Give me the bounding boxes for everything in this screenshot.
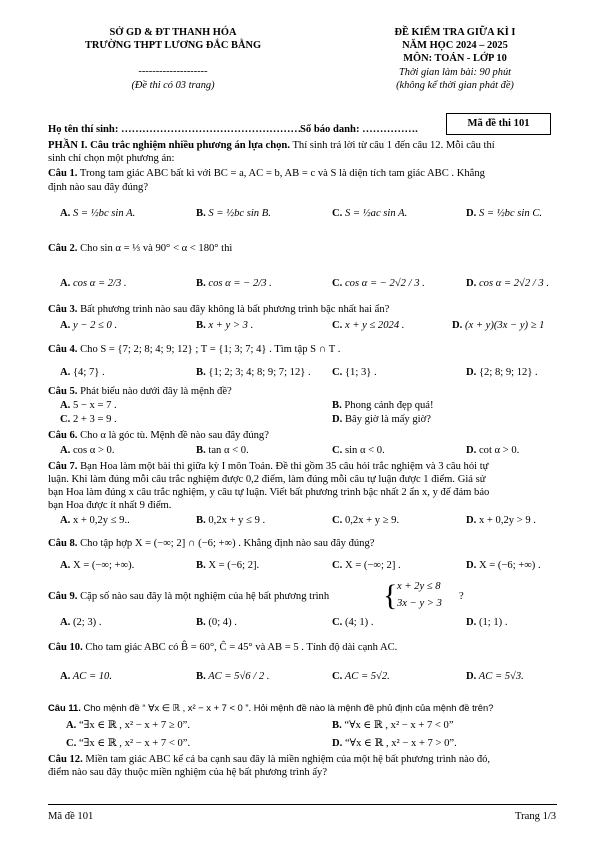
- system-brace: {: [383, 579, 398, 612]
- school-dept: SỞ GD & ĐT THANH HÓA: [109, 27, 237, 38]
- option-text: X = (−6; 2].: [208, 560, 260, 571]
- question-number: Câu 10.: [48, 642, 83, 653]
- option-letter: D.: [452, 320, 463, 331]
- q3-option-a: [60, 319, 117, 332]
- option-letter: A.: [60, 671, 71, 682]
- option-letter: B.: [332, 720, 342, 731]
- student-name-field: Họ tên thí sinh: ……………………………………………: [48, 124, 302, 135]
- option-text: cos α > 0.: [72, 445, 115, 456]
- option-text: Phong cảnh đẹp quá!: [344, 400, 434, 411]
- option-letter: C.: [332, 515, 343, 526]
- q2-option-c: [332, 277, 425, 290]
- option-letter: A.: [60, 367, 71, 378]
- option-letter: C.: [332, 445, 343, 456]
- option-text: AC = 10.: [72, 671, 113, 682]
- question-7-line2: luận. Khi làm đúng mỗi câu trắc nghiệm được 0,2 điểm, làm đúng mỗi câu tự luận được 1 điểm. Giả sử: [48, 474, 486, 485]
- option-text: X = (−∞; +∞).: [72, 560, 135, 571]
- q4-option-a: [60, 366, 105, 379]
- part1-desc: Thí sinh trả lời từ câu 1 đến câu 12. Mỗi câu thí: [289, 140, 495, 151]
- option-letter: A.: [60, 320, 71, 331]
- question-6: [48, 429, 557, 442]
- question-number: Câu 12.: [48, 754, 83, 765]
- time-limit: Thời gian làm bài: 90 phút: [398, 67, 512, 78]
- option-text: AC = 5√3.: [478, 671, 524, 682]
- option-letter: C.: [332, 320, 343, 331]
- option-text: {4; 7} .: [72, 367, 105, 378]
- option-letter: B.: [196, 367, 206, 378]
- question-5: [48, 385, 557, 398]
- option-letter: B.: [196, 671, 206, 682]
- q9-option-c: [332, 616, 374, 629]
- option-text: cos α = 2/3 .: [72, 278, 127, 289]
- exam-code-box: [446, 113, 551, 135]
- q5-option-a: [60, 399, 117, 412]
- option-text: {1; 3} .: [344, 367, 377, 378]
- option-letter: A.: [60, 560, 71, 571]
- footer-divider: [48, 804, 557, 805]
- option-letter: B.: [196, 445, 206, 456]
- option-text: 2 + 3 = 9 .: [72, 414, 117, 425]
- option-text: “∃x ∈ ℝ , x² − x + 7 ≥ 0”.: [78, 720, 190, 731]
- question-text: Cho mệnh đề “ ∀x ∈ ℝ , x² − x + 7 < 0 ”. Hỏi mệnh đề nào là mệnh đề phủ định của mệnh đề trên?: [80, 702, 494, 713]
- q4-option-d: [466, 366, 538, 379]
- question-number: Câu 2.: [48, 243, 78, 254]
- q7-option-a: [60, 514, 130, 527]
- option-text: {1; 2; 3; 4; 8; 9; 7; 12} .: [208, 367, 311, 378]
- q1-option-a: [60, 207, 135, 220]
- time-note: (không kể thời gian phát đề): [396, 80, 514, 91]
- question-text: Cho α là góc tù. Mệnh đề nào sau đây đúng?: [77, 430, 269, 441]
- option-text: cos α = − 2/3 .: [208, 278, 272, 289]
- option-letter: A.: [60, 617, 71, 628]
- option-text: X = (−∞; 2] .: [344, 560, 401, 571]
- q7-option-b: [196, 514, 265, 527]
- subject: MÔN: TOÁN - LỚP 10: [403, 53, 507, 64]
- q6-option-d: [466, 444, 519, 457]
- part1-instruction: [48, 139, 557, 152]
- question-7-line4: bạn Hoa được ít nhất 9 điểm.: [48, 500, 172, 511]
- q10-option-c: [332, 670, 390, 683]
- option-text: (2; 3) .: [72, 617, 102, 628]
- question-text: Bất phương trình nào sau đây không là bất phương trình bậc nhất hai ẩn?: [77, 304, 390, 315]
- q2-option-b: [196, 277, 272, 290]
- option-text: (x + y)(3x − y) ≥ 1: [464, 320, 545, 331]
- option-letter: D.: [466, 560, 477, 571]
- q8-option-a: [60, 559, 134, 572]
- question-number: Câu 3.: [48, 304, 78, 315]
- option-text: “∀x ∈ ℝ , x² − x + 7 < 0”: [344, 720, 454, 731]
- q5-option-b: [332, 399, 434, 412]
- option-letter: B.: [196, 560, 206, 571]
- option-text: x + y > 3 .: [208, 320, 254, 331]
- q1-option-b: [196, 207, 271, 220]
- q5-option-c: [60, 413, 117, 426]
- q8-option-b: [196, 559, 259, 572]
- exam-code: Mã đề thi 101: [467, 118, 530, 129]
- q3-option-b: [196, 319, 253, 332]
- option-letter: D.: [466, 445, 477, 456]
- option-letter: A.: [60, 208, 71, 219]
- q9-option-a: [60, 616, 102, 629]
- q9-option-b: [196, 616, 237, 629]
- option-text: “∃x ∈ ℝ , x² − x + 7 < 0”.: [78, 738, 191, 749]
- q11-option-b: [332, 719, 454, 732]
- option-text: (0; 4) .: [208, 617, 237, 628]
- option-text: x + 0,2y > 9 .: [478, 515, 536, 526]
- q4-option-c: [332, 366, 377, 379]
- question-2: [48, 242, 557, 255]
- question-12-line2: điểm nào sau đây thuộc miền nghiệm của hệ bất phương trình ấy?: [48, 767, 328, 778]
- system-eq-2: 3x − y > 3: [397, 598, 442, 609]
- q11-option-a: [66, 719, 190, 732]
- option-text: (1; 1) .: [478, 617, 508, 628]
- question-9: [48, 590, 329, 603]
- option-text: {2; 8; 9; 12} .: [478, 367, 538, 378]
- option-text: cot α > 0.: [478, 445, 520, 456]
- question-1: [48, 167, 557, 180]
- q9-option-d: [466, 616, 508, 629]
- question-4: [48, 343, 557, 356]
- page-count-note: (Đề thi có 03 trang): [131, 80, 215, 91]
- q4-option-b: [196, 366, 311, 379]
- question-text: Cho tam giác ABC có B̂ = 60°, Ĉ = 45° và AB = 5 . Tính độ dài cạnh AC.: [82, 642, 398, 653]
- part1-title: PHẦN I. Câu trắc nghiệm nhiều phương án lựa chọn.: [48, 140, 290, 151]
- exam-title: ĐỀ KIỂM TRA GIỮA KÌ I: [394, 27, 516, 38]
- option-letter: C.: [60, 414, 71, 425]
- q6-option-a: [60, 444, 115, 457]
- q10-option-b: [196, 670, 269, 683]
- question-1-line2: định nào sau đây đúng?: [48, 182, 149, 193]
- question-text: Bạn Hoa làm một bài thi giữa kỳ I môn Toán. Đề thi gồm 35 câu hỏi trắc nghiệm và 3 câu hỏi tự: [77, 461, 489, 472]
- option-text: Bây giờ là mấy giờ?: [344, 414, 431, 425]
- question-text: Cho S = {7; 2; 8; 4; 9; 12} ; T = {1; 3; 7; 4} . Tìm tập S ∩ T .: [77, 344, 341, 355]
- option-letter: A.: [60, 515, 71, 526]
- question-number: Câu 4.: [48, 344, 78, 355]
- q10-option-a: [60, 670, 112, 683]
- q7-option-c: [332, 514, 399, 527]
- option-letter: D.: [466, 208, 477, 219]
- header-dashes: --------------------: [138, 66, 208, 77]
- option-letter: C.: [332, 560, 343, 571]
- option-letter: B.: [196, 278, 206, 289]
- option-text: S = ½bc sin B.: [208, 208, 271, 219]
- option-letter: B.: [196, 208, 206, 219]
- option-text: AC = 5√2.: [344, 671, 390, 682]
- q6-option-c: [332, 444, 385, 457]
- question-3: [48, 303, 557, 316]
- question-number: Câu 9.: [48, 591, 78, 602]
- question-7: [48, 460, 557, 473]
- q3-option-c: [332, 319, 404, 332]
- option-text: tan α < 0.: [208, 445, 249, 456]
- option-text: cos α = 2√2 / 3 .: [478, 278, 549, 289]
- option-letter: D.: [466, 515, 477, 526]
- option-text: “∀x ∈ ℝ , x² − x + 7 > 0”.: [344, 738, 457, 749]
- option-text: 5 − x = 7 .: [72, 400, 117, 411]
- option-text: 0,2x + y ≥ 9.: [344, 515, 400, 526]
- option-text: S = ½bc sin A.: [72, 208, 136, 219]
- question-text: Miền tam giác ABC kể cả ba cạnh sau đây là miền nghiệm của một hệ bất phương trình nào đó,: [82, 754, 491, 765]
- question-number: Câu 11.: [48, 702, 81, 713]
- q8-option-c: [332, 559, 401, 572]
- option-letter: B.: [196, 515, 206, 526]
- option-letter: C.: [332, 367, 343, 378]
- q3-option-d: [452, 319, 544, 332]
- option-letter: A.: [60, 400, 71, 411]
- question-number: Câu 1.: [48, 168, 78, 179]
- q6-option-b: [196, 444, 249, 457]
- footer-exam-code: Mã đề 101: [48, 811, 94, 822]
- school-name: TRƯỜNG THPT LƯƠNG ĐẮC BẰNG: [84, 40, 262, 51]
- option-text: X = (−6; +∞) .: [478, 560, 541, 571]
- option-letter: D.: [466, 617, 477, 628]
- part1-desc-2: sinh chỉ chọn một phương án:: [48, 153, 175, 164]
- option-text: x + 0,2y ≤ 9..: [72, 515, 130, 526]
- option-text: x + y ≤ 2024 .: [344, 320, 405, 331]
- option-letter: C.: [332, 208, 343, 219]
- option-letter: B.: [332, 400, 342, 411]
- school-year: NĂM HỌC 2024 – 2025: [402, 40, 508, 51]
- option-letter: B.: [196, 617, 206, 628]
- q8-option-d: [466, 559, 541, 572]
- system-eq-1: x + 2y ≤ 8: [397, 581, 441, 592]
- question-12: [48, 753, 557, 766]
- question-text: Cặp số nào sau đây là một nghiệm của hệ bất phương trình: [77, 591, 330, 602]
- option-text: y − 2 ≤ 0 .: [72, 320, 118, 331]
- option-letter: A.: [60, 445, 71, 456]
- footer-page-number: Trang 1/3: [515, 811, 557, 822]
- option-text: AC = 5√6 / 2 .: [208, 671, 270, 682]
- option-letter: C.: [332, 278, 343, 289]
- option-text: S = ½ac sin A.: [344, 208, 408, 219]
- q7-option-d: [466, 514, 536, 527]
- q1-option-c: [332, 207, 407, 220]
- option-letter: D.: [466, 671, 477, 682]
- question-text: Cho sin α = ⅓ và 90° < α < 180° thì: [77, 243, 233, 254]
- option-text: cos α = − 2√2 / 3 .: [344, 278, 425, 289]
- option-letter: B.: [196, 320, 206, 331]
- option-letter: D.: [332, 414, 343, 425]
- q5-option-d: [332, 413, 431, 426]
- option-letter: C.: [332, 617, 343, 628]
- option-letter: C.: [66, 738, 77, 749]
- option-letter: D.: [466, 278, 477, 289]
- question-number: Câu 7.: [48, 461, 78, 472]
- option-text: 0,2x + y ≤ 9 .: [208, 515, 266, 526]
- option-letter: A.: [66, 720, 77, 731]
- option-text: S = ½bc sin C.: [478, 208, 543, 219]
- student-id-field: Số báo danh: …………….: [300, 124, 418, 135]
- question-7-line3: bạn Hoa làm đúng x câu trắc nghiệm, y câu tự luận. Viết bất phương trình bậc nhất 2 ẩn x, y để đảm bảo: [48, 487, 490, 498]
- option-letter: C.: [332, 671, 343, 682]
- q10-option-d: [466, 670, 524, 683]
- question-9-tail: ?: [459, 591, 464, 602]
- q2-option-a: [60, 277, 127, 290]
- option-letter: D.: [466, 367, 477, 378]
- question-8: [48, 537, 557, 550]
- option-letter: A.: [60, 278, 71, 289]
- question-10: [48, 641, 557, 654]
- q11-option-d: [332, 737, 457, 750]
- question-number: Câu 8.: [48, 538, 78, 549]
- question-text: Cho tập hợp X = (−∞; 2] ∩ (−6; +∞) . Khẳng định nào sau đây đúng?: [77, 538, 375, 549]
- question-number: Câu 6.: [48, 430, 78, 441]
- q1-option-d: [466, 207, 542, 220]
- q11-option-c: [66, 737, 190, 750]
- q2-option-d: [466, 277, 549, 290]
- question-text: Trong tam giác ABC bất kì với BC = a, AC = b, AB = c và S là diện tích tam giác ABC . Khẳng: [77, 168, 485, 179]
- option-letter: D.: [332, 738, 343, 749]
- question-number: Câu 5.: [48, 386, 78, 397]
- option-text: sin α < 0.: [344, 445, 385, 456]
- question-11: [48, 701, 557, 714]
- question-text: Phát biểu nào dưới đây là mệnh đề?: [77, 386, 232, 397]
- option-text: (4; 1) .: [344, 617, 374, 628]
